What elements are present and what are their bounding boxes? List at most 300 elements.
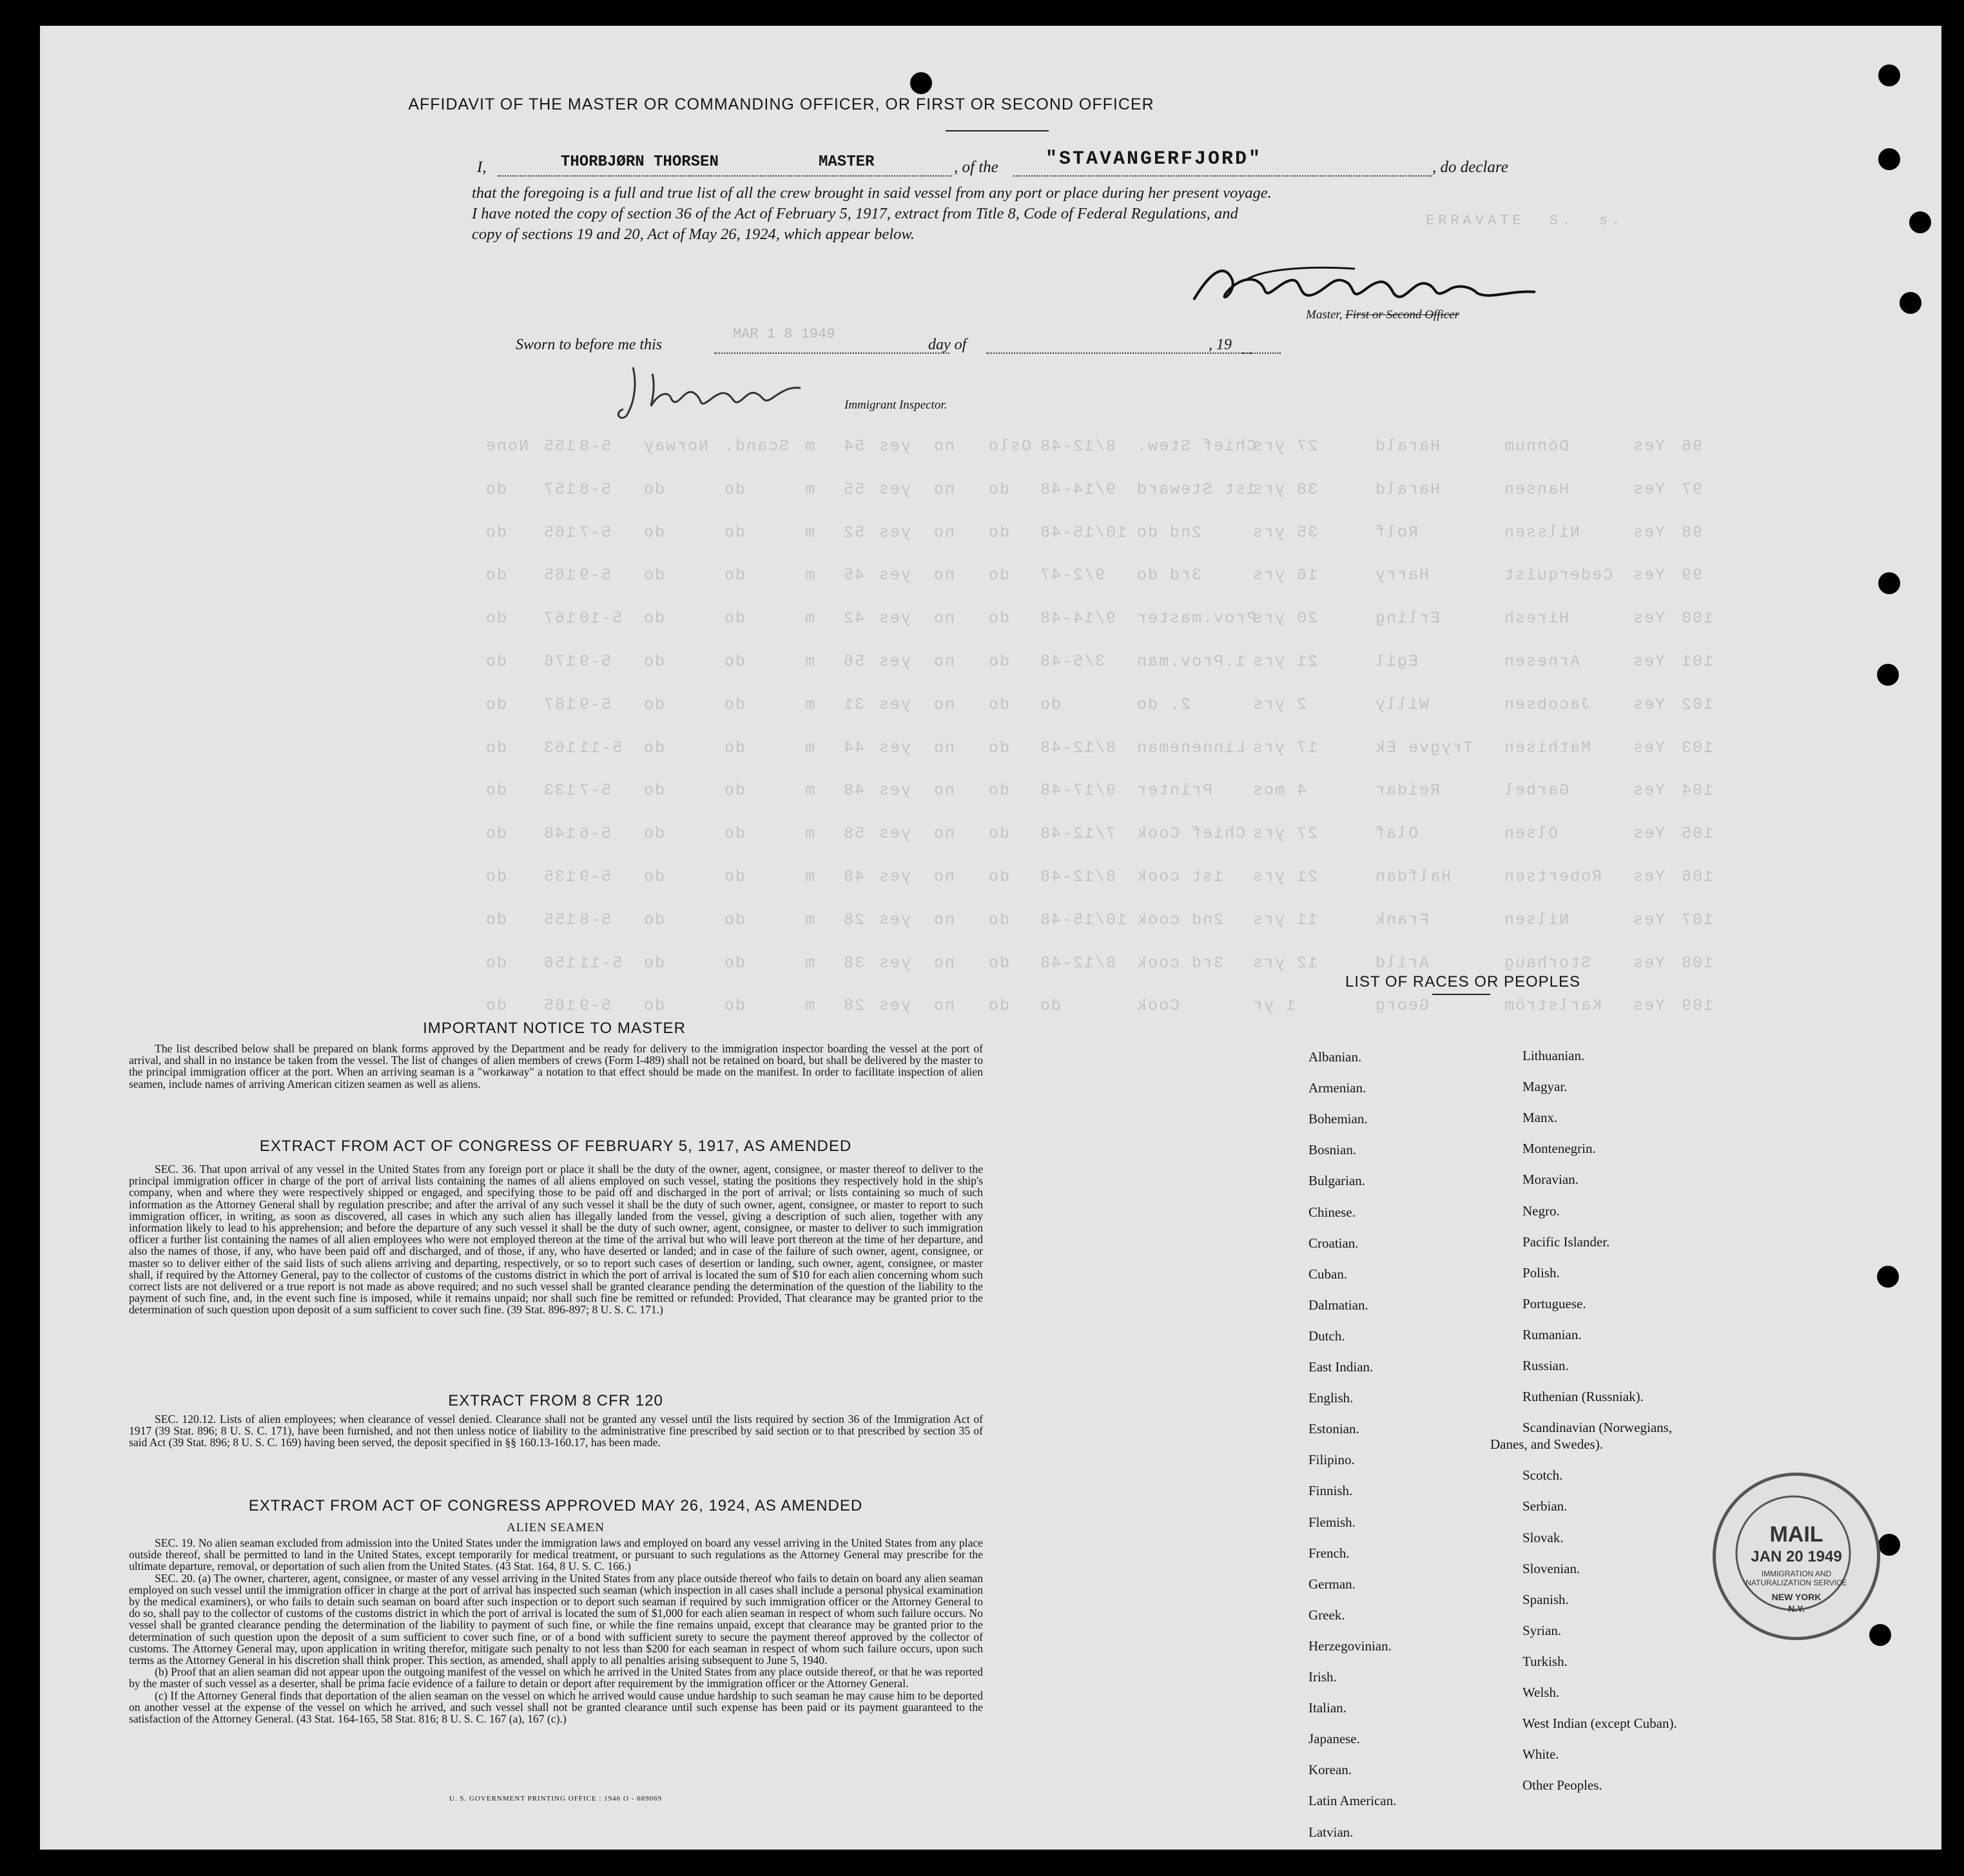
bleed-through-cell: do — [643, 566, 665, 585]
bleed-through-cell: do — [643, 824, 665, 844]
race-item: Japanese. — [1308, 1731, 1360, 1747]
punch-hole — [1877, 664, 1899, 686]
bleed-through-cell: Olsen — [1503, 824, 1559, 844]
bleed-through-cell: 10/15-48 — [1039, 523, 1127, 542]
bleed-through-cell: Robertsen — [1503, 867, 1602, 886]
punch-hole — [1878, 148, 1900, 170]
race-item: Slovak. — [1522, 1529, 1564, 1545]
bleed-through-cell: no — [933, 953, 955, 972]
bleed-through-cell: Scand. — [723, 437, 790, 456]
extract-cfr-heading: EXTRACT FROM 8 CFR 120 — [448, 1392, 663, 1409]
bleed-through-cell: no — [933, 781, 955, 800]
race-item: Serbian. — [1522, 1498, 1568, 1514]
bleed-through-cell: 100 — [1680, 609, 1714, 628]
race-item: Chinese. — [1308, 1204, 1356, 1220]
bleed-through-cell: no — [933, 652, 955, 671]
race-item: Pacific Islander. — [1522, 1233, 1610, 1250]
bleed-through-cell: do — [723, 996, 746, 1016]
race-item: Ruthenian (Russniak). — [1522, 1389, 1644, 1405]
bleed-through-cell: no — [933, 609, 955, 628]
bleed-through-cell: yes — [878, 824, 911, 844]
bleed-through-cell: do — [643, 609, 665, 628]
bleed-through-cell: do — [723, 609, 746, 628]
bleed-through-row — [40, 824, 1716, 844]
bleed-through-cell: 52 — [842, 523, 865, 542]
race-item: Portuguese. — [1522, 1295, 1586, 1311]
bleed-through-cell: m — [804, 738, 815, 757]
race-item: Bohemian. — [1308, 1111, 1368, 1127]
bleed-through-cell: Willy — [1374, 695, 1430, 714]
races-divider — [1432, 994, 1490, 995]
bleed-through-cell: 99 — [1680, 566, 1703, 585]
bleed-through-cell: 9/2-47 — [1039, 566, 1105, 585]
bleed-through-cell: 21 yrs — [1252, 867, 1318, 886]
bleed-through-cell: 8/12-48 — [1039, 738, 1116, 757]
bleed-through-cell: 5-9 — [578, 695, 612, 714]
bleed-through-cell: do — [723, 738, 746, 757]
bleed-through-cell: do — [723, 953, 746, 972]
bleed-through-cell: do — [1039, 996, 1062, 1016]
race-item: Negro. — [1522, 1203, 1560, 1219]
race-item: Welsh. — [1522, 1685, 1560, 1700]
bleed-through-cell: do — [485, 652, 507, 671]
bleed-through-cell: no — [933, 867, 955, 886]
race-item: Albanian. — [1308, 1049, 1362, 1065]
bleed-through-cell: do — [987, 479, 1010, 499]
bleed-through-cell: Yes — [1632, 867, 1666, 886]
bleed-through-cell: Storhaug — [1503, 953, 1591, 972]
bleed-through-cell: Olaf — [1374, 824, 1419, 844]
bleed-through-cell: 167 — [543, 609, 576, 628]
bleed-through-cell: 27 yrs — [1252, 824, 1318, 844]
bleed-through-cell: do — [485, 781, 507, 800]
bleed-through-cell: do — [643, 738, 665, 757]
bleed-through-cell: 48 — [842, 781, 865, 800]
bleed-through-cell: 9/14-48 — [1039, 479, 1116, 499]
bleed-through-cell: do — [723, 479, 746, 499]
race-item: Bosnian. — [1308, 1142, 1357, 1158]
bleed-through-cell: yes — [878, 609, 911, 628]
bleed-through-cell: Jacobsen — [1503, 695, 1591, 714]
bleed-through-cell: m — [804, 996, 815, 1016]
bleed-through-cell: 97 — [1680, 479, 1703, 499]
bleed-through-cell: 5-9 — [578, 867, 612, 886]
bleed-through-cell: yes — [878, 523, 911, 542]
master-rank: MASTER — [819, 153, 875, 171]
bleed-through-cell: 12 yrs — [1252, 953, 1318, 972]
bleed-through-row — [40, 739, 1716, 758]
bleed-through-cell: 104 — [1680, 781, 1714, 800]
bleed-through-cell: do — [987, 652, 1010, 671]
bleed-through-cell: 157 — [543, 479, 576, 499]
bleed-through-cell: 56 — [842, 652, 865, 671]
bleed-through-cell: do — [723, 910, 746, 929]
printing-office-line: U. S. GOVERNMENT PRINTING OFFICE : 1946 O - 689069 — [449, 1795, 662, 1803]
bleed-through-cell: 101 — [1680, 652, 1714, 671]
name-rule — [498, 175, 952, 177]
bleed-through-cell: Arnesen — [1503, 652, 1580, 671]
bleed-through-cell: 187 — [543, 695, 576, 714]
bleed-through-cell: yes — [878, 781, 911, 800]
bleed-through-cell: 1.Prov.man — [1136, 652, 1246, 671]
punch-hole — [910, 72, 932, 94]
race-item: Polish. — [1522, 1264, 1560, 1281]
bleed-through-cell: Rolf — [1374, 523, 1419, 542]
bleed-through-cell: no — [933, 738, 955, 757]
bleed-through-cell: None — [485, 437, 529, 456]
bleed-through-cell: 155 — [543, 910, 576, 929]
race-item: Flemish. — [1308, 1514, 1356, 1530]
date-stamp: MAR 1 8 1949 — [733, 326, 835, 342]
bleed-through-cell: yes — [878, 652, 911, 671]
bleed-through-cell: Norway — [643, 437, 709, 456]
bleed-through-cell: yes — [878, 437, 911, 456]
bleed-through-cell: 5-11 — [578, 953, 623, 972]
bleed-through-row — [40, 437, 1716, 456]
race-item: Turkish. — [1522, 1653, 1568, 1669]
bleed-through-cell: m — [804, 910, 815, 929]
bleed-through-cell: yes — [878, 566, 911, 585]
bleed-through-cell: 58 — [842, 824, 865, 844]
bleed-through-cell: yes — [878, 953, 911, 972]
bleed-through-cell: Harald — [1374, 479, 1441, 499]
bleed-through-row — [40, 867, 1716, 887]
bleed-through-cell: Yes — [1632, 738, 1666, 757]
title-divider — [946, 130, 1049, 131]
bleed-through-cell: do — [485, 479, 507, 499]
bleed-through-cell: 48 — [842, 867, 865, 886]
bleed-through-cell: no — [933, 523, 955, 542]
bleed-through-cell: do — [643, 867, 665, 886]
bleed-through-cell: 165 — [543, 996, 576, 1016]
bleed-through-cell: m — [804, 824, 815, 844]
bleed-through-cell: no — [933, 824, 955, 844]
bleed-through-cell: 10/15-48 — [1039, 910, 1127, 929]
bleed-through-cell: Yes — [1632, 609, 1666, 628]
race-item: Magyar. — [1522, 1079, 1568, 1095]
bleed-through-cell: 5-8 — [578, 479, 612, 499]
bleed-through-cell: 44 — [842, 738, 865, 757]
bleed-through-cell: 165 — [543, 523, 576, 542]
bleed-through-cell: 4 mos — [1252, 781, 1307, 800]
bleed-through-cell: 109 — [1680, 996, 1714, 1016]
race-item: Italian. — [1308, 1700, 1347, 1716]
bleed-through-cell: Georg — [1374, 996, 1430, 1016]
alien-seamen-subheading: ALIEN SEAMEN — [507, 1521, 605, 1534]
bleed-through-cell: do — [643, 781, 665, 800]
race-item: Syrian. — [1522, 1622, 1562, 1638]
bleed-through-cell: m — [804, 523, 815, 542]
bleed-through-cell: 5-8 — [578, 437, 612, 456]
affidavit-line-4: copy of sections 19 and 20, Act of May 26, 1924, which appear below. — [472, 226, 915, 243]
bleed-through-cell: m — [804, 437, 815, 456]
bleed-through-cell: 38 — [842, 953, 865, 972]
bleed-through-cell: do — [485, 695, 507, 714]
bleed-through-cell: Harry — [1374, 566, 1430, 585]
stamp-date: JAN 20 1949 — [1751, 1548, 1842, 1565]
bleed-through-row — [40, 996, 1716, 1016]
bleed-through-cell: 16 yrs — [1252, 566, 1318, 585]
bleed-through-cell: 2 yrs — [1252, 695, 1307, 714]
bleed-through-cell: do — [643, 910, 665, 929]
bleed-through-cell: Trygve Ek — [1374, 738, 1473, 757]
bleed-through-cell: yes — [878, 695, 911, 714]
bleed-through-cell: Linneneman — [1136, 738, 1246, 757]
race-item: Croatian. — [1308, 1235, 1359, 1251]
bleed-through-cell: do — [643, 953, 665, 972]
stamp-state: N.Y. — [1788, 1603, 1805, 1614]
stamp-ring-text: IMMIGRATION AND NATURALIZATION SERVICE — [1745, 1569, 1847, 1587]
race-item: Manx. — [1522, 1110, 1558, 1126]
race-item: French. — [1308, 1545, 1350, 1561]
bleed-through-cell: do — [643, 479, 665, 499]
bleed-through-cell: 102 — [1680, 695, 1714, 714]
bleed-through-cell: do — [723, 867, 746, 886]
race-item: Dalmatian. — [1308, 1297, 1368, 1313]
bleed-through-cell: yes — [878, 996, 911, 1016]
manifest-page — [40, 26, 1941, 1850]
race-item: Lithuanian. — [1522, 1048, 1585, 1063]
bleed-through-cell: m — [804, 867, 815, 886]
bleed-through-cell: do — [485, 738, 507, 757]
bleed-through-cell: 35 yrs — [1252, 523, 1318, 542]
bleed-through-cell: 5-11 — [578, 738, 623, 757]
race-item: Estonian. — [1308, 1421, 1359, 1437]
bleed-through-cell: 9/14-48 — [1039, 609, 1116, 628]
extract-cfr-text: SEC. 120.12. Lists of alien employees; when clearance of vessel denied. Clearance shall not be granted any vessel until the lists required by section 36 of the Immigration Act of 1917 (39 Stat. 896; 8 U. S. C. 171), have been furnished, and not then unless notice of liability to the administrative fine prescribed by said section or to that prescribed by section 35 of said Act (39 Stat. 896; 8 U. S. C. 169) having been served, the deposit specified in §§ 160.13-160.17, has been made. — [129, 1413, 983, 1449]
race-item: Slovenian. — [1522, 1560, 1580, 1576]
race-item: Latvian. — [1308, 1824, 1354, 1840]
bleed-through-cell: do — [987, 609, 1010, 628]
bleed-through-cell: 1st Steward — [1136, 479, 1257, 499]
race-item: German. — [1308, 1576, 1356, 1592]
bleed-through-cell: 8/12-48 — [1039, 953, 1116, 972]
bleed-through-cell: do — [723, 695, 746, 714]
bleed-through-cell: 3rd do — [1136, 566, 1202, 585]
punch-hole — [1878, 64, 1900, 86]
extract-1924-p1: SEC. 19. No alien seaman excluded from admission into the United States under the immigration laws and employed on board any vessel arriving in the United States from any place outside thereof, shall be permitted to land in the United States, except temporarily for medical treatment, or pursuant to such regulations as the Attorney General may prescribe for the ultimate departure, removal, or deportation of such alien from the United States. (43 Stat. 164, 8 U. S. C. 166.) — [129, 1536, 983, 1573]
master-caption — [1306, 308, 1459, 322]
bleed-through-cell: Yes — [1632, 437, 1666, 456]
bleed-through-cell: 165 — [543, 566, 576, 585]
bleed-through-cell: Reidar — [1374, 781, 1441, 800]
bleed-through-cell: 5-9 — [578, 652, 612, 671]
bleed-through-cell: Yes — [1632, 953, 1666, 972]
bleed-through-cell: no — [933, 479, 955, 499]
bleed-through-cell: 8/12-48 — [1039, 867, 1116, 886]
bleed-through-cell: do — [643, 695, 665, 714]
bleed-through-cell: 103 — [1680, 738, 1714, 757]
bleed-through-cell: 133 — [543, 781, 576, 800]
bleed-through-row — [40, 911, 1716, 930]
bleed-through-cell: 17 yrs — [1252, 738, 1318, 757]
bleed-through-cell: 5-7 — [578, 523, 612, 542]
punch-hole — [1878, 572, 1900, 594]
race-item: Moravian. — [1522, 1172, 1579, 1188]
bleed-through-cell: Prov.master — [1136, 609, 1257, 628]
bleed-through-cell: 3/5-48 — [1039, 652, 1105, 671]
race-item: Danes, and Swedes). — [1490, 1436, 1603, 1453]
bleed-through-cell: 105 — [1680, 824, 1714, 844]
bleed-through-cell: do — [723, 652, 746, 671]
bleed-through-fragment: ERRAVATE S. s. — [1426, 213, 1624, 229]
race-item: Korean. — [1308, 1762, 1352, 1778]
bleed-through-cell: Frank — [1374, 910, 1430, 929]
punch-hole — [1877, 1266, 1899, 1288]
bleed-through-cell: yes — [878, 479, 911, 499]
race-item: Dutch. — [1308, 1328, 1345, 1344]
bleed-through-cell: Karlström — [1503, 996, 1602, 1016]
race-item: Irish. — [1308, 1669, 1337, 1685]
bleed-through-cell: do — [723, 566, 746, 585]
bleed-through-cell: 98 — [1680, 523, 1703, 542]
bleed-through-cell: Erling — [1374, 609, 1441, 628]
bleed-through-cell: 163 — [543, 738, 576, 757]
bleed-through-cell: 135 — [543, 867, 576, 886]
bleed-through-cell: m — [804, 781, 815, 800]
bleed-through-cell: m — [804, 609, 815, 628]
bleed-through-cell: Yes — [1632, 479, 1666, 499]
bleed-through-cell: do — [485, 867, 507, 886]
bleed-through-cell: Chief Cook — [1136, 824, 1246, 844]
bleed-through-cell: 155 — [543, 437, 576, 456]
bleed-through-cell: m — [804, 953, 815, 972]
extract-1924-heading: EXTRACT FROM ACT OF CONGRESS APPROVED MAY 26, 1924, AS AMENDED — [248, 1497, 863, 1514]
bleed-through-cell: do — [987, 781, 1010, 800]
race-item: Finnish. — [1308, 1483, 1353, 1499]
bleed-through-cell: 8/12-48 — [1039, 437, 1116, 456]
year-label: , 19 — [1209, 336, 1232, 353]
bleed-through-cell: m — [804, 695, 815, 714]
day-of-label: day of — [928, 336, 967, 353]
inspector-caption: Immigrant Inspector. — [844, 398, 948, 412]
bleed-through-cell: 38 yrs — [1252, 479, 1318, 499]
bleed-through-cell: 5-8 — [578, 910, 612, 929]
bleed-through-cell: do — [1039, 695, 1062, 714]
bleed-through-cell: Yes — [1632, 824, 1666, 844]
bleed-through-cell: Oslo — [987, 437, 1032, 456]
mail-received-stamp — [1713, 1473, 1880, 1640]
bleed-through-cell: do — [987, 738, 1010, 757]
inspector-signature — [607, 354, 813, 425]
punch-hole — [1900, 292, 1921, 314]
bleed-through-cell: Chief Stew. — [1136, 437, 1257, 456]
punch-hole — [1878, 1534, 1900, 1556]
race-item: Greek. — [1308, 1607, 1345, 1623]
affidavit-declare: , do declare — [1432, 159, 1508, 176]
bleed-through-cell: 54 — [842, 437, 865, 456]
bleed-through-row — [40, 609, 1716, 628]
bleed-through-cell: m — [804, 652, 815, 671]
bleed-through-cell: do — [987, 867, 1010, 886]
bleed-through-cell: do — [987, 996, 1010, 1016]
year-rule — [1242, 353, 1281, 354]
notice-heading: IMPORTANT NOTICE TO MASTER — [423, 1020, 686, 1037]
notice-text: The list described below shall be prepared on blank forms approved by the Department and be ready for delivery to the immigration inspector boarding the vessel at the port of arrival, and shall in no instance be taken from the vessel. The list of changes of alien members of crews (Form I-489) shall not be retained on board, but shall be delivered by the master to the principal immigration officer at the port. When an arriving seaman is a "workaway" a notation to that effect should be made on the manifest. In order to facilitate inspection of alien seamen, include names of arriving American citizen seamen as well as aliens. — [129, 1042, 983, 1090]
bleed-through-cell: Yes — [1632, 996, 1666, 1016]
bleed-through-cell: 2nd cook — [1136, 910, 1224, 929]
affidavit-of-the: , of the — [954, 159, 998, 176]
race-item: Filipino. — [1308, 1452, 1355, 1468]
bleed-through-cell: 21 yrs — [1252, 652, 1318, 671]
affidavit-line-3: I have noted the copy of section 36 of the Act of February 5, 1917, extract from Title 8, Code of Federal Regulations, and — [472, 205, 1238, 222]
bleed-through-cell: Nilsen — [1503, 910, 1570, 929]
bleed-through-cell: do — [643, 996, 665, 1016]
bleed-through-cell: no — [933, 437, 955, 456]
stamp-mail: MAIL — [1769, 1522, 1823, 1547]
bleed-through-cell: do — [643, 523, 665, 542]
extract-1917-text: SEC. 36. That upon arrival of any vessel in the United States from any foreign port or place it shall be the duty of the owner, agent, consignee, or master thereof to deliver to the principal immigration officer in charge of the port of arrival lists containing the names of all aliens employed on such vessel, stating the positions they respectively hold in the ship's company, when and where they were respectively shipped or engaged, and specifying those to be paid off and discharged in the port of arrival; or lists containing so much of such information as the Attorney General shall by regulation prescribe; and after the arrival of any such vessel it shall be the duty of such owner, agent, consignee, or master to report to such immigration officer, in writing, as soon as discovered, all cases in which any such alien has illegally landed from the vessel, giving a description of such alien, together with any information likely to lead to his apprehension; and before the departure of any such vessel it shall be the duty of such owner, agent, consignee, or master to deliver to such immigration officer a further list containing the names of all alien employees who were not employed thereon at the time of the arrival but who will leave port thereon at the time of her departure, and also the names of those, if any, who have been paid off and discharged, and of those, if any, who have deserted or landed; and in case of the failure of such owner, agent, consignee, or master so to deliver either of the said lists of such aliens arriving and departing, respectively, or so to report such cases of desertion or landing, such owner, agent, consignee, or master shall, if required by the Attorney General, pay to the collector of customs of the customs district in which the port of arrival is located the sum of $10 for each alien concerning whom such correct lists are not delivered or a true report is not made as above required; and no such vessel shall be granted clearance pending the determination of the question of the liability to the payment of such fine, and, in the event such fine is imposed, while it remains unpaid; nor shall such fine be remitted or refunded: Provided, That clearance may be granted prior to the determination of such question upon deposit of a sum sufficient to cover such fine. (39 Stat. 896-897; 8 U. S. C. 171.) — [129, 1163, 983, 1317]
bleed-through-cell: 3rd cook — [1136, 953, 1224, 972]
bleed-through-cell: do — [485, 996, 507, 1016]
bleed-through-cell: Arild — [1374, 953, 1430, 972]
affidavit-i: I, — [477, 159, 487, 176]
bleed-through-cell: yes — [878, 738, 911, 757]
bleed-through-cell: Yes — [1632, 695, 1666, 714]
bleed-through-cell: 11 yrs — [1252, 910, 1318, 929]
bleed-through-cell: do — [987, 953, 1010, 972]
race-item: West Indian (except Cuban). — [1522, 1716, 1677, 1732]
race-item: Bulgarian. — [1308, 1173, 1366, 1189]
bleed-through-cell: 96 — [1680, 437, 1703, 456]
bleed-through-cell: 7/12-48 — [1039, 824, 1116, 844]
punch-hole — [1909, 211, 1931, 233]
bleed-through-cell: Yes — [1632, 566, 1666, 585]
bleed-through-cell: Yes — [1632, 652, 1666, 671]
race-item: Montenegrin. — [1522, 1141, 1596, 1157]
bleed-through-cell: 5-9 — [578, 996, 612, 1016]
bleed-through-row — [40, 523, 1716, 543]
bleed-through-cell: do — [485, 523, 507, 542]
bleed-through-cell: do — [485, 910, 507, 929]
race-item: Scotch. — [1522, 1467, 1563, 1484]
bleed-through-cell: 156 — [543, 953, 576, 972]
bleed-through-cell: 1st cook — [1136, 867, 1224, 886]
race-item: Rumanian. — [1522, 1326, 1582, 1342]
bleed-through-cell: Cederquist — [1503, 566, 1613, 585]
master-caption-prefix: Master, — [1306, 308, 1343, 322]
bleed-through-cell: do — [723, 824, 746, 844]
bleed-through-row — [40, 566, 1716, 585]
bleed-through-cell: 28 — [842, 996, 865, 1016]
bleed-through-cell: 28 — [842, 910, 865, 929]
bleed-through-cell: no — [933, 910, 955, 929]
race-item: Scandinavian (Norwegians, — [1522, 1420, 1673, 1436]
bleed-through-cell: 176 — [543, 652, 576, 671]
bleed-through-cell: 5-10 — [578, 609, 623, 628]
race-item: English. — [1308, 1390, 1354, 1406]
bleed-through-cell: do — [485, 609, 507, 628]
extract-1917-heading: EXTRACT FROM ACT OF CONGRESS OF FEBRUARY 5, 1917, AS AMENDED — [259, 1137, 852, 1155]
bleed-through-cell: do — [987, 695, 1010, 714]
bleed-through-cell: 20 yrs — [1252, 609, 1318, 628]
bleed-through-cell: 45 — [842, 566, 865, 585]
bleed-through-cell: no — [933, 566, 955, 585]
bleed-through-cell: 5-9 — [578, 566, 612, 585]
bleed-through-cell: do — [723, 781, 746, 800]
race-item: Other Peoples. — [1522, 1777, 1602, 1794]
affidavit-line-2: that the foregoing is a full and true list of all the crew brought in said vessel from any port or place during her present voyage. — [472, 184, 1272, 202]
bleed-through-cell: Hansen — [1503, 479, 1570, 499]
bleed-through-cell: m — [804, 479, 815, 499]
bleed-through-cell: 148 — [543, 824, 576, 844]
bleed-through-row — [40, 695, 1716, 715]
bleed-through-cell: no — [933, 996, 955, 1016]
bleed-through-cell: 31 — [842, 695, 865, 714]
bleed-through-cell: do — [643, 652, 665, 671]
bleed-through-cell: do — [485, 953, 507, 972]
affidavit-title: AFFIDAVIT OF THE MASTER OR COMMANDING OFFICER, OR FIRST OR SECOND OFFICER — [408, 95, 1154, 113]
